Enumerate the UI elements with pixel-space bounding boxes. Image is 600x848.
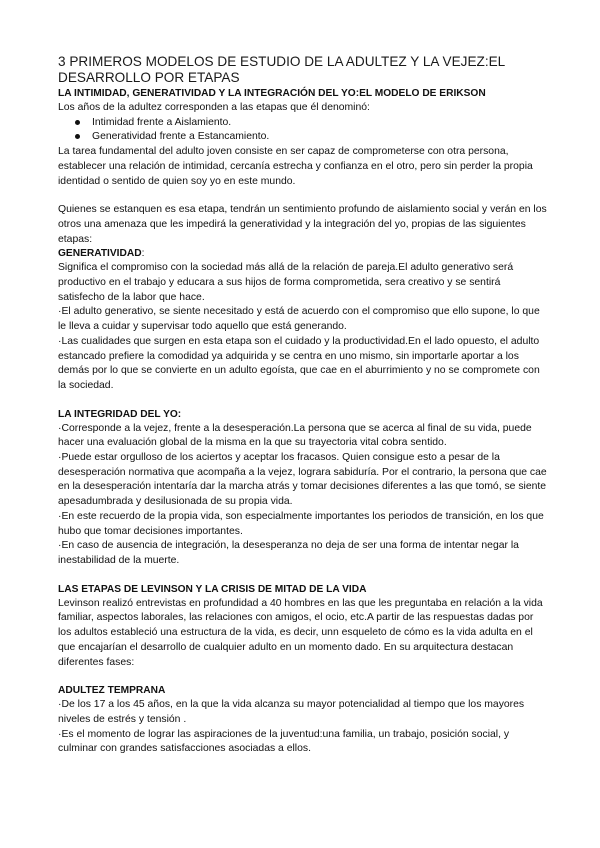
erikson-heading: LA INTIMIDAD, GENERATIVIDAD Y LA INTEGRACIÓN DEL YO:EL MODELO DE ERIKSON (58, 88, 486, 99)
erikson-intro: Los años de la adultez corresponden a las etapas que él denominó: (58, 102, 370, 113)
adultez-temprana-paragraph-1: ·De los 17 a los 45 años, en la que la vida alcanza su mayor potencialidad al tiempo que los mayores niveles de estrés y tensión . (58, 699, 525, 725)
integridad-paragraph-4: ·En caso de ausencia de integración, la desesperanza no deja de ser una forma de intentar negar la inestabilidad de la muerte. (58, 540, 519, 566)
spacer (58, 394, 548, 408)
levinson-heading: LAS ETAPAS DE LEVINSON Y LA CRISIS DE MITAD DE LA VIDA (58, 583, 367, 595)
erikson-paragraph-2: Quienes se estanquen es esa etapa, tendrán un sentimiento profundo de aislamiento social y verán en los otros una amenaza que les impedirá la generatividad y la integración del yo, propias de las siguientes etapas: (58, 204, 547, 245)
list-item (75, 116, 548, 131)
generatividad-paragraph-1: Significa el compromiso con la sociedad más allá de la relación de pareja.El adulto generativo será productivo en el trabajo y educara a sus hijos de forma comprometida, sera creativo y se sentirá satisfecho de la labor que hace. (58, 262, 514, 303)
integridad-paragraph-2: ·Puede estar orgulloso de los aciertos y aceptar los fracasos. Quien consigue esto a pesar de la desesperación normativa que acompaña a la vejez, lograra sabiduría. Por el contrario, la persona que cae en la desesperación intentaría dar la marcha atrás y tomar decisiones diferentes a las que tomó, se siente apesadumbrada y desilusionada de su propia vida. (58, 452, 547, 508)
generatividad-heading (58, 247, 548, 261)
generatividad-paragraph-2: ·El adulto generativo, se siente necesitado y está de acuerdo con el compromiso que ello supone, lo que le lleva a cuidar y supervisar todo aquello que está generando. (58, 306, 540, 333)
generatividad-heading-text: GENERATIVIDAD (58, 248, 142, 260)
document-page (58, 54, 548, 757)
list-item (75, 130, 548, 145)
levinson-paragraph-1: Levinson realizó entrevistas en profundidad a 40 hombres en las que les preguntaba en relación a la vida familiar, aspectos laborales, las relaciones con amigos, el ocio, etc.A partir de las respuestas dadas por los adultos estableció una estructura de la vida, es decir, unn esqueleto de cómo es la vida adulta en el que encajarían el desarrollo de cualquier adulto en un momento dado. En su arquitectura destacan diferentes fases: (58, 597, 543, 668)
erikson-stage-list (58, 116, 548, 145)
integridad-paragraph-1: ·Corresponde a la vejez, frente a la desesperación.La persona que se acerca al final de su vida, puede hacer una evaluación global de la misma en la que su trayectoria vital cobra sentido. (58, 422, 532, 449)
erikson-paragraph-1: La tarea fundamental del adulto joven consiste en ser capaz de comprometerse con otra persona, establecer una relación de intimidad, cercanía estrecha y confianza en el otro, pero sin perder la propia identidad o sentido de quien soy yo en este mundo. (58, 146, 533, 187)
list-item-text: Generatividad frente a Estancamiento. (92, 131, 270, 143)
generatividad-paragraph-3: ·Las cualidades que surgen en esta etapa son el cuidado y la productividad.En el lado opuesto, el adulto estancado prefiere la comodidad ya adquirida y se centra en uno mismo, sin importarle aportar a los demás por lo que se convierte en un adulto egoísta, que cae en el aburrimiento y no se compromete con la sociedad. (58, 335, 540, 391)
document-title: 3 PRIMEROS MODELOS DE ESTUDIO DE LA ADULTEZ Y LA VEJEZ:EL DESARROLLO POR ETAPAS (58, 54, 505, 85)
spacer (58, 670, 548, 684)
integridad-heading: LA INTEGRIDAD DEL YO: (58, 408, 182, 420)
list-item-text: Intimidad frente a Aislamiento. (92, 116, 232, 128)
adultez-temprana-paragraph-2: ·Es el momento de lograr las aspiraciones de la juventud:una familia, un trabajo, posición social, y culminar con grandes satisfacciones asociadas a ellos. (58, 728, 510, 755)
bullet-icon (75, 134, 80, 139)
spacer (58, 569, 548, 583)
spacer (58, 189, 548, 203)
heading-colon: : (141, 248, 145, 260)
bullet-icon (75, 120, 80, 125)
adultez-temprana-heading: ADULTEZ TEMPRANA (58, 685, 166, 697)
integridad-paragraph-3: ·En este recuerdo de la propia vida, son especialmente importantes los periodos de transición, en los que hubo que tomar decisiones importantes. (58, 510, 544, 537)
